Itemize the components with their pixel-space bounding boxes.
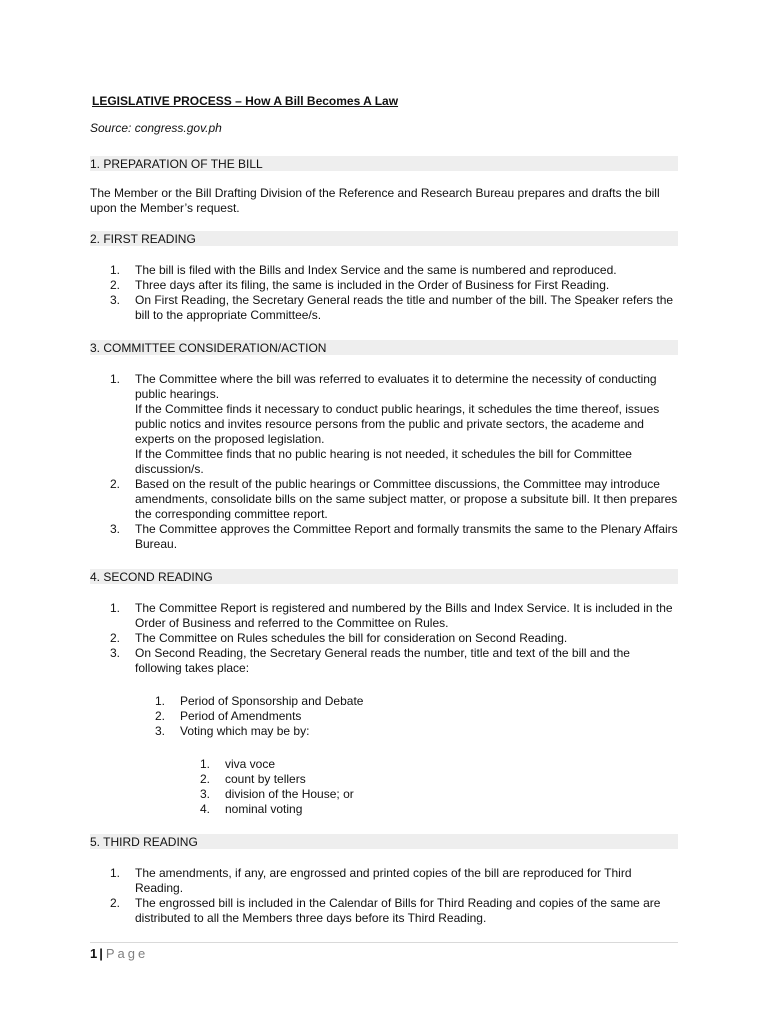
page-footer [90, 942, 678, 962]
document-title: LEGISLATIVE PROCESS – How A Bill Becomes A Law [92, 94, 399, 108]
section-heading-preparation: 1. PREPARATION OF THE BILL [90, 156, 678, 171]
list-item-text: The bill is filed with the Bills and Index Service and the same is numbered and reproduced. [135, 263, 617, 277]
list-item: 2. Three days after its filing, the same is included in the Order of Business for First Reading. [110, 278, 678, 293]
committee-list [110, 372, 678, 552]
list-item: 2. The engrossed bill is included in the Calendar of Bills for Third Reading and copies of the same are distributed to all the Members three days before its Third Reading. [110, 896, 678, 926]
list-item: 1. The Committee Report is registered and numbered by the Bills and Index Service. It is included in the Order of Business and referred to the Committee on Rules. [110, 601, 678, 631]
list-item-text: On Second Reading, the Secretary General reads the number, title and text of the bill and the following takes place: [135, 646, 630, 675]
document-body [90, 88, 678, 926]
list-item: 3. The Committee approves the Committee Report and formally transmits the same to the Plenary Affairs Bureau. [110, 522, 678, 551]
list-item: 3. On Second Reading, the Secretary General reads the number, title and text of the bill and the following takes place: 1. Period of Sponsorship and Debate 2. Period of Amendments 3. Voting which may be by: 1. viva voce 2. count by tellers 3. division of the House; or 4. nominal voting [110, 646, 678, 817]
section-heading-committee: 3. COMMITTEE CONSIDERATION/ACTION [90, 340, 678, 355]
page-number: 1 [90, 946, 98, 961]
list-item: 1. The amendments, if any, are engrossed and printed copies of the bill are reproduced for Third Reading. [110, 866, 678, 896]
list-item: 3. Voting which may be by: 1. viva voce 2. count by tellers 3. division of the House; or 4. nominal voting [155, 724, 678, 817]
list-item-text: Period of Sponsorship and Debate [180, 694, 364, 708]
list-item: 2. Period of Amendments [155, 709, 678, 724]
list-item: 2. count by tellers [200, 772, 678, 787]
list-item-text: The Committee Report is registered and numbered by the Bills and Index Service. It is included in the Order of Business and referred to the Committee on Rules. [135, 601, 673, 630]
list-item: 1. The Committee where the bill was referred to evaluates it to determine the necessity of conducting public hearings. If the Committee finds it necessary to conduct public hearings, it schedules the time thereof, issues public notics and invites resource persons from the public and private sectors, the academe and experts on the proposed legislation. If the Committee finds that no public hearing is not needed, it schedules the bill for Committee discussion/s. [110, 372, 678, 477]
third-reading-list [110, 866, 678, 926]
list-item: 1. The bill is filed with the Bills and Index Service and the same is numbered and reproduced. [110, 263, 678, 278]
list-item: 4. nominal voting [200, 802, 678, 817]
list-item: 3. On First Reading, the Secretary General reads the title and number of the bill. The Speaker refers the bill to the appropriate Committee/s. [110, 293, 678, 323]
list-item-text: count by tellers [225, 772, 306, 786]
section-heading-second-reading: 4. SECOND READING [90, 569, 678, 584]
list-item-text: division of the House; or [225, 787, 354, 801]
list-item: 3. division of the House; or [200, 787, 678, 802]
section-paragraph-preparation: The Member or the Bill Drafting Division of the Reference and Research Bureau prepares and drafts the bill upon the Member’s request. [90, 186, 660, 215]
list-item-text: The Committee on Rules schedules the bill for consideration on Second Reading. [135, 631, 568, 645]
source-line: Source: congress.gov.ph [90, 121, 222, 135]
page-label: Page [105, 946, 149, 961]
list-item: 1. Period of Sponsorship and Debate [155, 694, 678, 709]
list-item-text: If the Committee finds that no public hearing is not needed, it schedules the bill for Committee discussion/s. [135, 447, 632, 476]
list-item: 2. Based on the result of the public hearings or Committee discussions, the Committee may introduce amendments, consolidate bills on the same subject matter, or propose a subsitute bill. It then prepares the corresponding committee report. [110, 477, 678, 521]
list-item-text: The Committee where the bill was referred to evaluates it to determine the necessity of conducting public hearings. [135, 372, 657, 401]
second-reading-list [110, 601, 678, 817]
first-reading-list [110, 263, 678, 323]
list-item-text: Period of Amendments [180, 709, 302, 723]
section-heading-third-reading: 5. THIRD READING [90, 834, 678, 849]
section-heading-first-reading: 2. FIRST READING [90, 231, 678, 246]
list-item-text: Based on the result of the public hearings or Committee discussions, the Committee may introduce amendments, consolidate bills on the same subject matter, or propose a subsitute bill. It then prepares the corresponding committee report. [135, 477, 678, 521]
list-item-text: Three days after its filing, the same is included in the Order of Business for First Reading. [135, 278, 610, 292]
list-item-text: On First Reading, the Secretary General reads the title and number of the bill. The Speaker refers the bill to the appropriate Committee/s. [135, 293, 674, 322]
list-item-text: The amendments, if any, are engrossed and printed copies of the bill are reproduced for Third Reading. [135, 866, 632, 895]
voting-methods-list [200, 757, 678, 817]
list-item-text: Voting which may be by: [180, 724, 310, 738]
list-item-text: If the Committee finds it necessary to conduct public hearings, it schedules the time thereof, issues public notics and invites resource persons from the public and private sectors, the academe and experts on the proposed legislation. [135, 402, 660, 446]
list-item: 2. The Committee on Rules schedules the bill for consideration on Second Reading. [110, 631, 678, 646]
list-item-text: viva voce [225, 757, 276, 771]
second-reading-sublist [155, 694, 678, 817]
list-item: 1. viva voce [200, 757, 678, 772]
list-item-text: The engrossed bill is included in the Calendar of Bills for Third Reading and copies of the same are distributed to all the Members three days before its Third Reading. [135, 896, 661, 925]
list-item-text: The Committee approves the Committee Report and formally transmits the same to the Plenary Affairs Bureau. [135, 522, 678, 551]
list-item-text: nominal voting [225, 802, 303, 816]
footer-separator: | [99, 946, 103, 961]
